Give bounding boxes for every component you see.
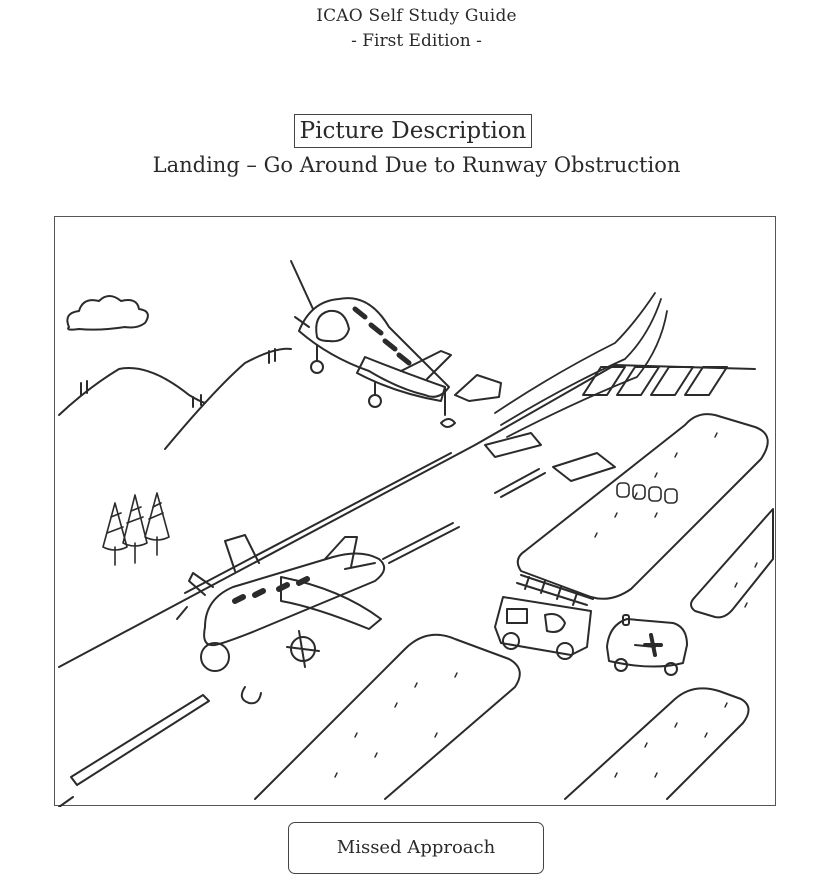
section-title: Picture Description [294,114,532,148]
illustration-frame [54,216,776,806]
guide-title: ICAO Self Study Guide [316,6,517,26]
grass-island-lower-right [565,688,749,799]
fire-truck [495,575,593,659]
grass-island-bottom [255,635,520,799]
terminal-lights [617,483,677,503]
cloud-icon [67,296,148,330]
climbing-airplane [291,261,667,437]
trees [103,493,169,565]
grass-island-right [691,509,773,617]
mountain-right [165,349,291,449]
runway-illustration [55,217,777,807]
section-subtitle: Landing – Go Around Due to Runway Obstruction [152,153,681,177]
edition-label: - First Edition - [351,31,482,51]
runway-edge-bottom [59,797,73,807]
ambulance [607,615,687,675]
caption-label: Missed Approach [288,822,544,874]
runway-edge-left [185,453,451,593]
disabled-airplane [177,535,384,703]
grass-island-center [518,414,768,599]
